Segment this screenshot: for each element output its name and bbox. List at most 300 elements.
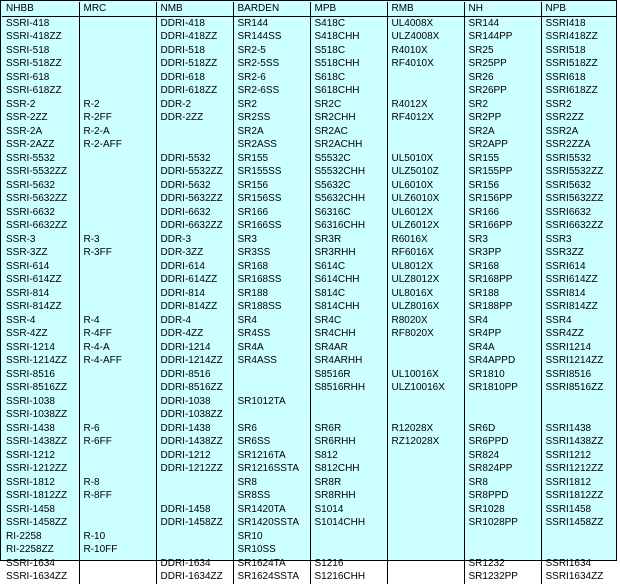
column-header-mpb: MPB [310,2,387,16]
table-cell-barden: SR4A [233,341,310,355]
table-cell-nh: SR824 [464,449,541,463]
table-cell-rmb: R12028X [387,422,464,436]
table-cell-npb: SSRI5632 [545,179,592,191]
table-row [2,84,617,98]
table-cell-nhbb: SSRI-1812ZZ [2,489,79,503]
table-cell-mrc: R-8FF [79,489,156,503]
table-cell-nmb [156,138,233,152]
table-cell-mrc: R-4 [79,314,156,328]
table-row [2,16,617,30]
table-row [2,273,617,287]
table-cell-nh: SR6D [464,422,541,436]
table-cell-nhbb: SSR-4ZZ [2,327,79,341]
table-cell-nhbb: SSRI-1458 [2,503,79,517]
table-cell-nmb: DDRI-8516ZZ [156,381,233,395]
table-cell-mrc: R-2FF [79,111,156,125]
table-cell-nhbb: SSR-2ZZ [2,111,79,125]
table-cell-nmb: DDRI-418 [156,16,233,30]
table-header [2,2,617,16]
table-cell-barden [233,408,310,422]
table-cell-mpb [310,543,387,557]
table-cell-rmb: UL6012X [387,206,464,220]
table-cell-npb: SSRI518ZZ [545,58,598,69]
table-cell-nhbb: SSRI-814ZZ [2,300,79,314]
table-cell-nhbb: SSRI-1634 [2,557,79,571]
table-cell-npb: SSR2ZZA [545,139,591,150]
table-cell-npb [541,530,617,544]
table-cell-nmb: DDRI-1038 [156,395,233,409]
table-cell-nmb: DDRI-1634ZZ [156,570,233,584]
table-cell-npb: SSRI1214ZZ [545,355,604,366]
table-cell-nh: SR168 [464,260,541,274]
table-cell-mrc [79,449,156,463]
table-cell-barden: SR1624TA [233,557,310,571]
table-cell-nmb: DDRI-1212ZZ [156,462,233,476]
table-cell-nmb: DDRI-5532ZZ [156,165,233,179]
table-cell-npb: SSR2 [545,98,572,110]
table-row [2,57,617,71]
table-cell-nhbb: SSRI-8516 [2,368,79,382]
table-row [2,543,617,557]
table-cell-nh: SR824PP [464,462,541,476]
table-cell-mpb: S618C [310,71,387,85]
table-cell-nhbb: SSRI-1038 [2,395,79,409]
table-cell-nhbb: SSRI-5532 [2,152,79,166]
table-cell-nhbb: SSRI-1634ZZ [2,570,79,584]
table-cell-rmb: ULZ5010Z [387,165,464,179]
table-cell-nmb [156,489,233,503]
table-cell-rmb: RZ12028X [387,435,464,449]
table-cell-mpb: S614C [310,260,387,274]
table-cell-rmb: UL8012X [387,260,464,274]
table-cell-barden: SR8 [233,476,310,490]
table-cell-nh [464,395,541,409]
table-cell-barden: SR1012TA [233,395,310,409]
table-cell-nh: SR188PP [464,300,541,314]
table-cell-nh: SR8 [464,476,541,490]
table-cell-mrc [79,503,156,517]
table-cell-npb: SSR2ZZ [545,112,584,123]
column-header-rmb: RMB [387,2,464,16]
table-cell-mpb: S814CHH [310,300,387,314]
table-row [2,260,617,274]
table-cell-mpb: S8516R [310,368,387,382]
table-cell-nhbb: RI-2258ZZ [2,543,79,557]
header-row [2,2,617,16]
table-cell-barden: SR168SS [233,273,310,287]
table-cell-mpb: S1014CHH [310,516,387,530]
table-cell-nmb: DDRI-1212 [156,449,233,463]
table-cell-npb: SSRI814 [545,287,586,299]
table-cell-mrc [79,165,156,179]
table-cell-nh: SR6PPD [464,435,541,449]
table-cell-npb: SSRI418 [545,17,586,29]
table-cell-mpb: S518C [310,44,387,58]
table-cell-npb: SSRI614ZZ [545,274,598,285]
table-row [2,435,617,449]
table-row [2,516,617,530]
table-cell-nh: SR155 [464,152,541,166]
table-cell-npb: SSRI1812ZZ [545,490,604,501]
table-cell-nmb: DDRI-518 [156,44,233,58]
table-cell-nhbb: SSRI-1212 [2,449,79,463]
column-header-mrc: MRC [79,2,156,16]
table-cell-rmb [387,354,464,368]
table-cell-nmb: DDRI-1458ZZ [156,516,233,530]
table-cell-nhbb: SSRI-418 [2,16,79,30]
table-cell-nhbb: SSRI-618 [2,71,79,85]
table-cell-mrc: R-4-AFF [79,354,156,368]
table-cell-rmb: RF4010X [387,57,464,71]
table-cell-barden: SR144 [233,16,310,30]
table-cell-nmb: DDRI-6632 [156,206,233,220]
table-cell-barden: SR155 [233,152,310,166]
table-cell-barden: SR1216SSTA [233,462,310,476]
table-cell-nhbb: SSRI-1458ZZ [2,516,79,530]
table-cell-barden: SR156SS [233,192,310,206]
table-cell-barden: SR166SS [233,219,310,233]
table-cell-nmb: DDRI-1438 [156,422,233,436]
table-cell-mrc [79,30,156,44]
table-cell-mpb: S1216 [310,557,387,571]
table-cell-mrc [79,395,156,409]
table-cell-nh: SR3PP [464,246,541,260]
table-cell-rmb: UL4008X [387,16,464,30]
table-cell-mpb: S812 [310,449,387,463]
table-cell-rmb [387,84,464,98]
table-cell-nh [464,543,541,557]
table-cell-npb: SSRI5532 [545,152,592,164]
table-row [2,408,617,422]
table-cell-mrc [79,44,156,58]
table-cell-mpb: S618CHH [310,84,387,98]
table-cell-barden: SR4SS [233,327,310,341]
table-cell-mrc: R-2-A [79,125,156,139]
table-row [2,125,617,139]
table-cell-mpb: SR2CHH [310,111,387,125]
table-cell-nh: SR2A [464,125,541,139]
table-cell-nhbb: SSRI-1038ZZ [2,408,79,422]
table-cell-nmb: DDR-2 [156,98,233,112]
table-cell-mrc [79,84,156,98]
table-cell-nhbb: SSRI-518 [2,44,79,58]
table-cell-nmb: DDRI-1458 [156,503,233,517]
table-cell-barden: SR3 [233,233,310,247]
table-cell-rmb [387,138,464,152]
table-cell-nhbb: SSRI-6632 [2,206,79,220]
table-cell-mpb: SR4C [310,314,387,328]
table-cell-barden: SR1216TA [233,449,310,463]
table-cell-mrc [79,516,156,530]
table-row [2,233,617,247]
table-cell-npb: SSR2A [545,125,579,137]
table-cell-mpb: S812CHH [310,462,387,476]
table-cell-mrc [79,408,156,422]
table-cell-npb: SSRI1214 [545,341,592,353]
table-row [2,138,617,152]
table-cell-nh: SR4PP [464,327,541,341]
table-cell-npb: SSRI1458ZZ [545,517,604,528]
table-cell-mrc: R-3FF [79,246,156,260]
table-cell-mpb: S6316C [310,206,387,220]
table-cell-mpb: S418C [310,16,387,30]
table-cell-mrc [79,206,156,220]
table-row [2,287,617,301]
table-cell-nhbb: SSRI-5632ZZ [2,192,79,206]
table-cell-rmb: ULZ8016X [387,300,464,314]
table-cell-nh: SR1232PP [464,570,541,584]
table-cell-mpb: SR3RHH [310,246,387,260]
table-row [2,503,617,517]
table-row [2,300,617,314]
table-row [2,219,617,233]
table-cell-rmb: ULZ4008X [387,30,464,44]
table-row [2,98,617,112]
table-cell-barden: SR4ASS [233,354,310,368]
table-cell-barden: SR155SS [233,165,310,179]
table-cell-npb: SSRI814ZZ [545,301,598,312]
table-row [2,368,617,382]
table-cell-barden: SR6SS [233,435,310,449]
table-cell-barden: SR10SS [233,543,310,557]
table-cell-npb: SSRI1634ZZ [545,571,604,582]
table-cell-mpb: SR2ACHH [310,138,387,152]
table-row [2,44,617,58]
table-cell-nmb: DDR-4 [156,314,233,328]
table-cell-mpb: S614CHH [310,273,387,287]
table-row [2,449,617,463]
table-cell-nmb: DDRI-1214ZZ [156,354,233,368]
table-cell-mrc [79,273,156,287]
table-row [2,246,617,260]
table-cell-barden: SR1420TA [233,503,310,517]
table-cell-npb: SSRI518 [545,44,586,56]
table-cell-rmb: R4012X [387,98,464,112]
table-cell-nh: SR2 [464,98,541,112]
table-cell-nh: SR1810PP [464,381,541,395]
table-cell-npb: SSRI614 [545,260,586,272]
table-cell-barden: SR156 [233,179,310,193]
table-cell-mrc: R-8 [79,476,156,490]
table-cell-nmb [156,543,233,557]
table-cell-mpb: S6316CHH [310,219,387,233]
table-cell-mrc [79,219,156,233]
table-cell-nmb: DDRI-1438ZZ [156,435,233,449]
table-cell-nh: SR8PPD [464,489,541,503]
table-cell-nmb: DDRI-1634 [156,557,233,571]
table-cell-nmb: DDRI-6632ZZ [156,219,233,233]
table-cell-barden: SR2SS [233,111,310,125]
table-cell-mrc [79,16,156,30]
table-cell-nmb: DDRI-814ZZ [156,300,233,314]
table-cell-mrc: R-2 [79,98,156,112]
table-cell-mpb: SR8RHH [310,489,387,503]
table-cell-nh: SR188 [464,287,541,301]
table-cell-nmb [156,530,233,544]
table-cell-nhbb: SSR-3ZZ [2,246,79,260]
table-cell-nh: SR168PP [464,273,541,287]
table-cell-mpb: S5532C [310,152,387,166]
table-cell-npb: SSR3 [545,233,572,245]
table-row [2,476,617,490]
table-cell-nhbb: SSR-3 [2,233,79,247]
table-cell-mrc [79,570,156,584]
table-cell-nmb: DDRI-518ZZ [156,57,233,71]
table-cell-nhbb: SSR-2AZZ [2,138,79,152]
table-cell-barden: SR188SS [233,300,310,314]
table-cell-nhbb: SSRI-614ZZ [2,273,79,287]
table-cell-nhbb: SSRI-5632 [2,179,79,193]
table-cell-npb: SSRI1212 [545,449,592,461]
table-body [2,16,617,584]
table-cell-rmb [387,557,464,571]
table-cell-nmb: DDRI-618 [156,71,233,85]
table-cell-nhbb: SSRI-1438 [2,422,79,436]
table-cell-barden: SR168 [233,260,310,274]
table-cell-nhbb: SSRI-814 [2,287,79,301]
table-cell-rmb: ULZ6010X [387,192,464,206]
table-cell-nhbb: SSR-2 [2,98,79,112]
table-cell-mrc [79,260,156,274]
table-cell-barden: SR10 [233,530,310,544]
table-cell-rmb: ULZ10016X [387,381,464,395]
table-cell-nmb: DDRI-814 [156,287,233,301]
table-cell-npb [541,395,617,409]
table-cell-mpb: SR4AR [310,341,387,355]
column-header-nmb: NMB [156,2,233,16]
table-cell-rmb: ULZ6012X [387,219,464,233]
table-cell-npb: SSRI1812 [545,476,592,488]
table-cell-nh: SR25PP [464,57,541,71]
table-cell-nmb: DDRI-614ZZ [156,273,233,287]
table-row [2,341,617,355]
table-cell-npb [541,543,617,557]
table-cell-npb: SSRI1458 [545,503,592,515]
table-cell-mpb: S1216CHH [310,570,387,584]
table-cell-rmb [387,462,464,476]
table-cell-nh: SR1232 [464,557,541,571]
table-cell-rmb [387,489,464,503]
table-cell-nmb: DDR-3 [156,233,233,247]
table-cell-npb: SSRI8516 [545,368,592,380]
table-cell-mrc: R-4-A [79,341,156,355]
table-cell-npb: SSRI6632ZZ [545,220,604,231]
table-cell-barden: SR144SS [233,30,310,44]
table-cell-barden: SR188 [233,287,310,301]
table-cell-mrc [79,462,156,476]
table-cell-barden: SR6 [233,422,310,436]
table-row [2,314,617,328]
table-cell-nh: SR1810 [464,368,541,382]
table-cell-mpb [310,395,387,409]
table-cell-nhbb: SSR-4 [2,314,79,328]
table-row [2,327,617,341]
table-cell-rmb: RF6016X [387,246,464,260]
table-row [2,192,617,206]
table-cell-nh: SR2PP [464,111,541,125]
table-cell-nh: SR166 [464,206,541,220]
table-cell-nhbb: SSR-2A [2,125,79,139]
table-row [2,71,617,85]
table-cell-nhbb: SSRI-618ZZ [2,84,79,98]
table-row [2,165,617,179]
table-cell-npb: SSRI1212ZZ [545,463,604,474]
table-cell-nh: SR25 [464,44,541,58]
table-cell-rmb [387,449,464,463]
table-cell-mrc [79,179,156,193]
table-cell-barden: SR166 [233,206,310,220]
table-cell-nh: SR1028 [464,503,541,517]
table-cell-mrc: R-2-AFF [79,138,156,152]
table-cell-mpb: SR2AC [310,125,387,139]
table-cell-mpb: SR3R [310,233,387,247]
table-cell-mrc [79,557,156,571]
table-cell-npb: SSRI6632 [545,206,592,218]
table-cell-nhbb: SSRI-614 [2,260,79,274]
table-cell-rmb [387,543,464,557]
table-cell-rmb: RF8020X [387,327,464,341]
table-cell-barden: SR1420SSTA [233,516,310,530]
table-cell-npb: SSRI1438ZZ [545,436,604,447]
table-cell-barden: SR2ASS [233,138,310,152]
table-cell-mpb: SR2C [310,98,387,112]
table-cell-npb: SSRI418ZZ [545,31,598,42]
table-cell-nhbb: SSRI-5532ZZ [2,165,79,179]
table-cell-nh: SR3 [464,233,541,247]
table-cell-nmb: DDRI-5632 [156,179,233,193]
table-cell-rmb: UL6010X [387,179,464,193]
table-cell-rmb: R8020X [387,314,464,328]
table-cell-mrc [79,192,156,206]
table-cell-nmb [156,125,233,139]
table-cell-mpb: SR6R [310,422,387,436]
table-cell-nmb: DDRI-5532 [156,152,233,166]
table-cell-barden: SR2 [233,98,310,112]
table-cell-nmb [156,476,233,490]
table-cell-nhbb: SSRI-418ZZ [2,30,79,44]
table-cell-rmb: UL10016X [387,368,464,382]
table-cell-rmb: R4010X [387,44,464,58]
table-cell-npb: SSRI618ZZ [545,85,598,96]
table-cell-nhbb: SSRI-8516ZZ [2,381,79,395]
table-cell-rmb [387,503,464,517]
table-cell-nh: SR26PP [464,84,541,98]
table-cell-mpb: S5632CHH [310,192,387,206]
table-cell-rmb [387,570,464,584]
table-cell-nh: SR4 [464,314,541,328]
table-row [2,206,617,220]
table-cell-barden: SR2A [233,125,310,139]
table-cell-mrc [79,152,156,166]
table-cell-barden: SR2-6SS [233,84,310,98]
table-cell-nhbb: SSRI-1438ZZ [2,435,79,449]
table-row [2,570,617,584]
table-cell-npb: SSR3ZZ [545,247,584,258]
table-cell-mrc: R-4FF [79,327,156,341]
table-cell-mrc [79,381,156,395]
table-cell-nh [464,408,541,422]
table-cell-nmb: DDR-3ZZ [156,246,233,260]
table-cell-mrc [79,300,156,314]
table-cell-nmb: DDRI-1038ZZ [156,408,233,422]
table-cell-nh: SR144PP [464,30,541,44]
table-cell-barden: SR3SS [233,246,310,260]
table-cell-mrc [79,57,156,71]
column-header-barden: BARDEN [233,2,310,16]
table-cell-mpb: S518CHH [310,57,387,71]
table-row [2,557,617,571]
table-row [2,462,617,476]
